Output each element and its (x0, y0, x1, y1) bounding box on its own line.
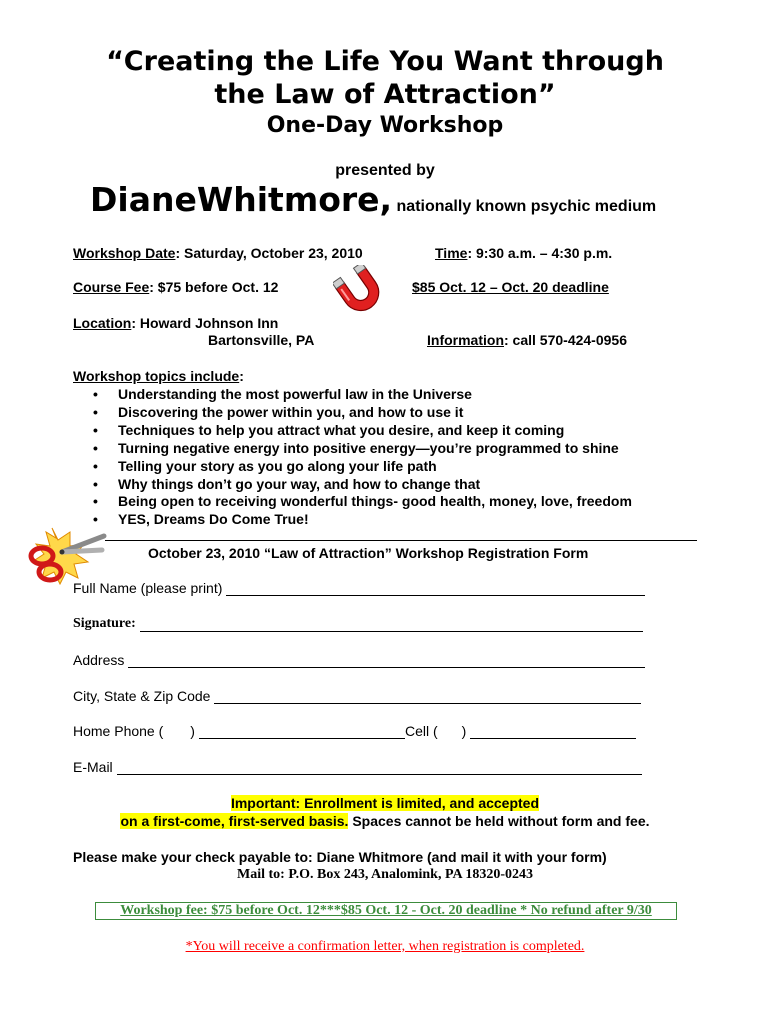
list-item: • Techniques to help you attract what you desire, and keep it coming (73, 422, 632, 440)
information-label: Information (427, 332, 504, 348)
topics-heading (73, 368, 244, 384)
cell-close: ) (461, 723, 467, 739)
list-item: • Turning negative energy into positive energy—you’re programmed to shine (73, 440, 632, 458)
payable-to: Please make your check payable to: Diane Whitmore (and mail it with your form) (73, 849, 607, 865)
subtitle: One-Day Workshop (266, 113, 504, 138)
notice-highlight-1: Important: Enrollment is limited, and accepted (230, 795, 540, 811)
workshop-time (435, 245, 612, 261)
topics-heading-colon: : (239, 368, 244, 384)
scissors-icon (22, 522, 108, 588)
phone-field (73, 723, 636, 739)
address-input-line[interactable] (128, 653, 645, 668)
email-field (73, 759, 642, 775)
address-field (73, 652, 645, 668)
signature-input-line[interactable] (140, 617, 643, 632)
topics-list (73, 386, 632, 529)
notice-line-2-rest: Spaces cannot be held without form and fee. (348, 813, 650, 829)
course-fee (73, 279, 278, 295)
course-fee-late-value: $85 Oct. 12 – Oct. 20 deadline (412, 279, 609, 295)
home-phone-input-line[interactable] (199, 724, 405, 739)
workshop-time-label: Time (435, 245, 468, 261)
workshop-date-value: : Saturday, October 23, 2010 (175, 245, 363, 261)
course-fee-value: : $75 before Oct. 12 (149, 279, 279, 295)
presented-by: presented by (335, 162, 435, 179)
workshop-time-value: : 9:30 a.m. – 4:30 p.m. (467, 245, 613, 261)
notice-line-2 (0, 813, 770, 829)
full-name-input-line[interactable] (226, 581, 645, 596)
notice-highlight-2: on a first-come, first-served basis. (120, 813, 349, 829)
full-name-label: Full Name (please print) (73, 580, 223, 596)
mail-to: Mail to: P.O. Box 243, Analomink, PA 18320-0243 (237, 867, 533, 882)
information (427, 332, 627, 348)
full-name-field (73, 580, 645, 596)
list-item: • Understanding the most powerful law in the Universe (73, 386, 632, 404)
list-item: • Telling your story as you go along your life path (73, 458, 632, 476)
cut-line (105, 540, 697, 541)
presenter-name: DianeWhitmore, (90, 180, 393, 219)
course-fee-label: Course Fee (73, 279, 150, 295)
city-state-zip-field (73, 688, 641, 704)
course-fee-late (412, 279, 609, 295)
notice-line-1 (0, 795, 770, 811)
list-item: • Discovering the power within you, and how to use it (73, 404, 632, 422)
signature-label: Signature: (73, 616, 136, 631)
location (73, 315, 278, 331)
title-line-2: the Law of Attraction” (214, 79, 556, 110)
list-item: • Why things don’t go your way, and how to change that (73, 476, 632, 494)
cell-input-line[interactable] (470, 724, 636, 739)
city-state-zip-input-line[interactable] (214, 689, 641, 704)
city-state-zip-label: City, State & Zip Code (73, 688, 211, 704)
list-item: • Being open to receiving wonderful things- good health, money, love, freedom (73, 493, 632, 511)
location-value: : Howard Johnson Inn (131, 315, 279, 331)
email-input-line[interactable] (117, 760, 642, 775)
email-label: E-Mail (73, 759, 113, 775)
home-phone-close: ) (190, 723, 195, 739)
signature-field (73, 616, 643, 632)
presenter (90, 180, 656, 219)
list-item: • YES, Dreams Do Come True! (73, 511, 632, 529)
home-phone-label: Home Phone ( (73, 723, 164, 739)
title-line-1: “Creating the Life You Want through (106, 46, 664, 77)
fee-box: Workshop fee: $75 before Oct. 12***$85 Oct. 12 - Oct. 20 deadline * No refund after 9/30 (95, 902, 677, 920)
confirmation-note: *You will receive a confirmation letter, when registration is completed. (185, 939, 585, 954)
workshop-date (73, 245, 363, 261)
workshop-date-label: Workshop Date (73, 245, 176, 261)
information-value: : call 570-424-0956 (504, 332, 627, 348)
address-label: Address (73, 652, 125, 668)
magnet-icon (333, 265, 385, 315)
cell-label: Cell ( (404, 723, 438, 739)
presenter-tagline: nationally known psychic medium (396, 198, 657, 215)
location-city: Bartonsville, PA (208, 332, 315, 348)
location-label: Location (73, 315, 132, 331)
form-title: October 23, 2010 “Law of Attraction” Workshop Registration Form (148, 545, 589, 561)
topics-heading-label: Workshop topics include (73, 368, 240, 384)
